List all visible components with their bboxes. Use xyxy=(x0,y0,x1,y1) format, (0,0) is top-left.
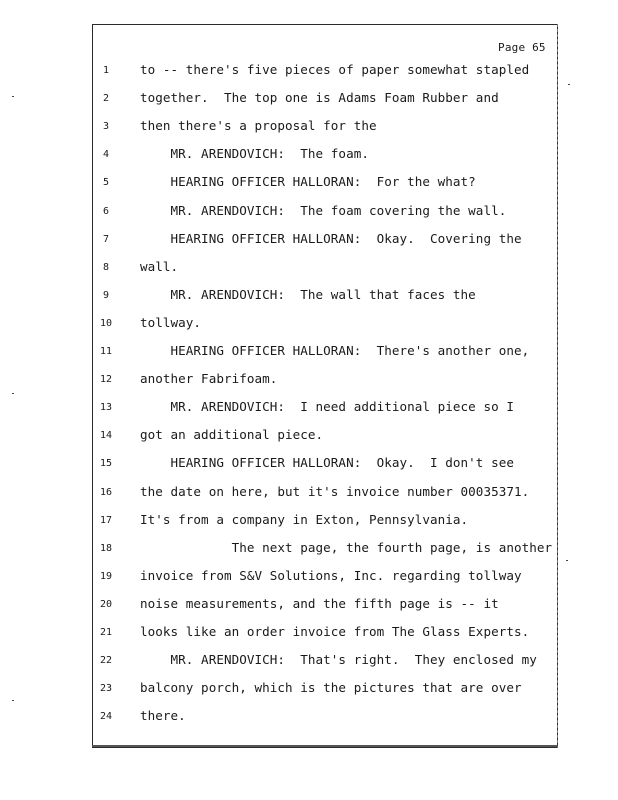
transcript-line xyxy=(0,62,618,82)
line-number: 10 xyxy=(99,317,113,329)
line-text: MR. ARENDOVICH: The foam covering the wall. xyxy=(140,202,507,218)
transcript-line xyxy=(0,343,618,363)
bottom-rule xyxy=(92,745,558,747)
transcript-line xyxy=(0,174,618,194)
line-text: noise measurements, and the fifth page is -- it xyxy=(140,595,499,611)
line-number: 4 xyxy=(102,149,110,161)
line-number: 1 xyxy=(102,65,110,76)
transcript-line xyxy=(0,118,618,138)
line-number: 6 xyxy=(102,205,110,217)
line-text: balcony porch, which is the pictures that are over xyxy=(140,680,522,696)
line-number: 11 xyxy=(99,346,113,357)
line-text: wall. xyxy=(140,258,179,274)
transcript-line xyxy=(0,540,618,560)
line-number: 15 xyxy=(99,458,113,470)
line-text: HEARING OFFICER HALLORAN: For the what? xyxy=(140,174,476,190)
line-text: looks like an order invoice from The Glass Experts. xyxy=(140,624,530,639)
line-number: 17 xyxy=(99,514,113,526)
line-number: 14 xyxy=(99,430,113,442)
line-number: 12 xyxy=(99,374,113,386)
line-text: MR. ARENDOVICH: I need additional piece so I xyxy=(140,399,514,415)
scan-speck xyxy=(12,96,14,97)
line-number: 22 xyxy=(99,655,113,667)
transcript-line xyxy=(0,371,618,391)
line-text: to -- there's five pieces of paper somewhat stapled xyxy=(140,62,530,77)
transcript-line xyxy=(0,146,618,166)
transcript-line xyxy=(0,315,618,335)
transcript-line xyxy=(0,568,618,588)
line-number: 23 xyxy=(99,683,113,695)
line-number: 9 xyxy=(102,289,110,301)
transcript-line xyxy=(0,484,618,504)
scan-speck xyxy=(12,700,14,701)
line-text: It's from a company in Exton, Pennsylvania. xyxy=(140,511,469,527)
line-text: together. The top one is Adams Foam Rubber and xyxy=(140,90,499,106)
line-number: 16 xyxy=(99,486,113,498)
line-text: tollway. xyxy=(140,314,202,330)
transcript-line xyxy=(0,512,618,532)
line-number: 19 xyxy=(99,570,113,582)
line-number: 3 xyxy=(102,121,110,133)
transcript-line xyxy=(0,652,618,672)
line-text: another Fabrifoam. xyxy=(140,371,278,387)
line-number: 21 xyxy=(99,627,113,638)
line-text: The next page, the fourth page, is another xyxy=(140,539,553,555)
line-text: then there's a proposal for the xyxy=(140,118,377,134)
transcript-line xyxy=(0,455,618,475)
page-number: Page 65 xyxy=(498,41,546,54)
line-text: MR. ARENDOVICH: That's right. They enclosed my xyxy=(140,652,537,668)
scan-speck xyxy=(566,560,568,561)
transcript-line xyxy=(0,624,618,644)
line-text: HEARING OFFICER HALLORAN: There's another one, xyxy=(140,343,530,358)
line-text: MR. ARENDOVICH: The wall that faces the xyxy=(140,286,476,302)
line-number: 20 xyxy=(99,598,113,610)
line-text: invoice from S&V Solutions, Inc. regarding tollway xyxy=(140,567,522,583)
transcript-line xyxy=(0,259,618,279)
transcript-line xyxy=(0,680,618,700)
line-number: 2 xyxy=(102,93,110,105)
line-number: 24 xyxy=(99,711,113,723)
transcript-line xyxy=(0,203,618,223)
transcript-line xyxy=(0,231,618,251)
transcript-line xyxy=(0,287,618,307)
transcript-line xyxy=(0,90,618,110)
line-number: 18 xyxy=(99,542,113,554)
line-number: 8 xyxy=(102,261,110,273)
line-text: HEARING OFFICER HALLORAN: Okay. I don't see xyxy=(140,455,514,471)
line-number: 13 xyxy=(99,402,113,414)
scan-speck xyxy=(568,84,570,85)
line-text: HEARING OFFICER HALLORAN: Okay. Covering the xyxy=(140,230,522,246)
line-text: got an additional piece. xyxy=(140,427,324,443)
transcript-line xyxy=(0,399,618,419)
transcript-line xyxy=(0,708,618,728)
line-text: MR. ARENDOVICH: The foam. xyxy=(140,146,369,162)
line-text: the date on here, but it's invoice number 00035371. xyxy=(140,483,530,499)
transcript-line xyxy=(0,427,618,447)
transcript-line xyxy=(0,596,618,616)
scan-speck xyxy=(12,393,14,394)
line-text: there. xyxy=(140,708,186,724)
line-number: 7 xyxy=(102,233,110,245)
line-number: 5 xyxy=(102,177,110,189)
